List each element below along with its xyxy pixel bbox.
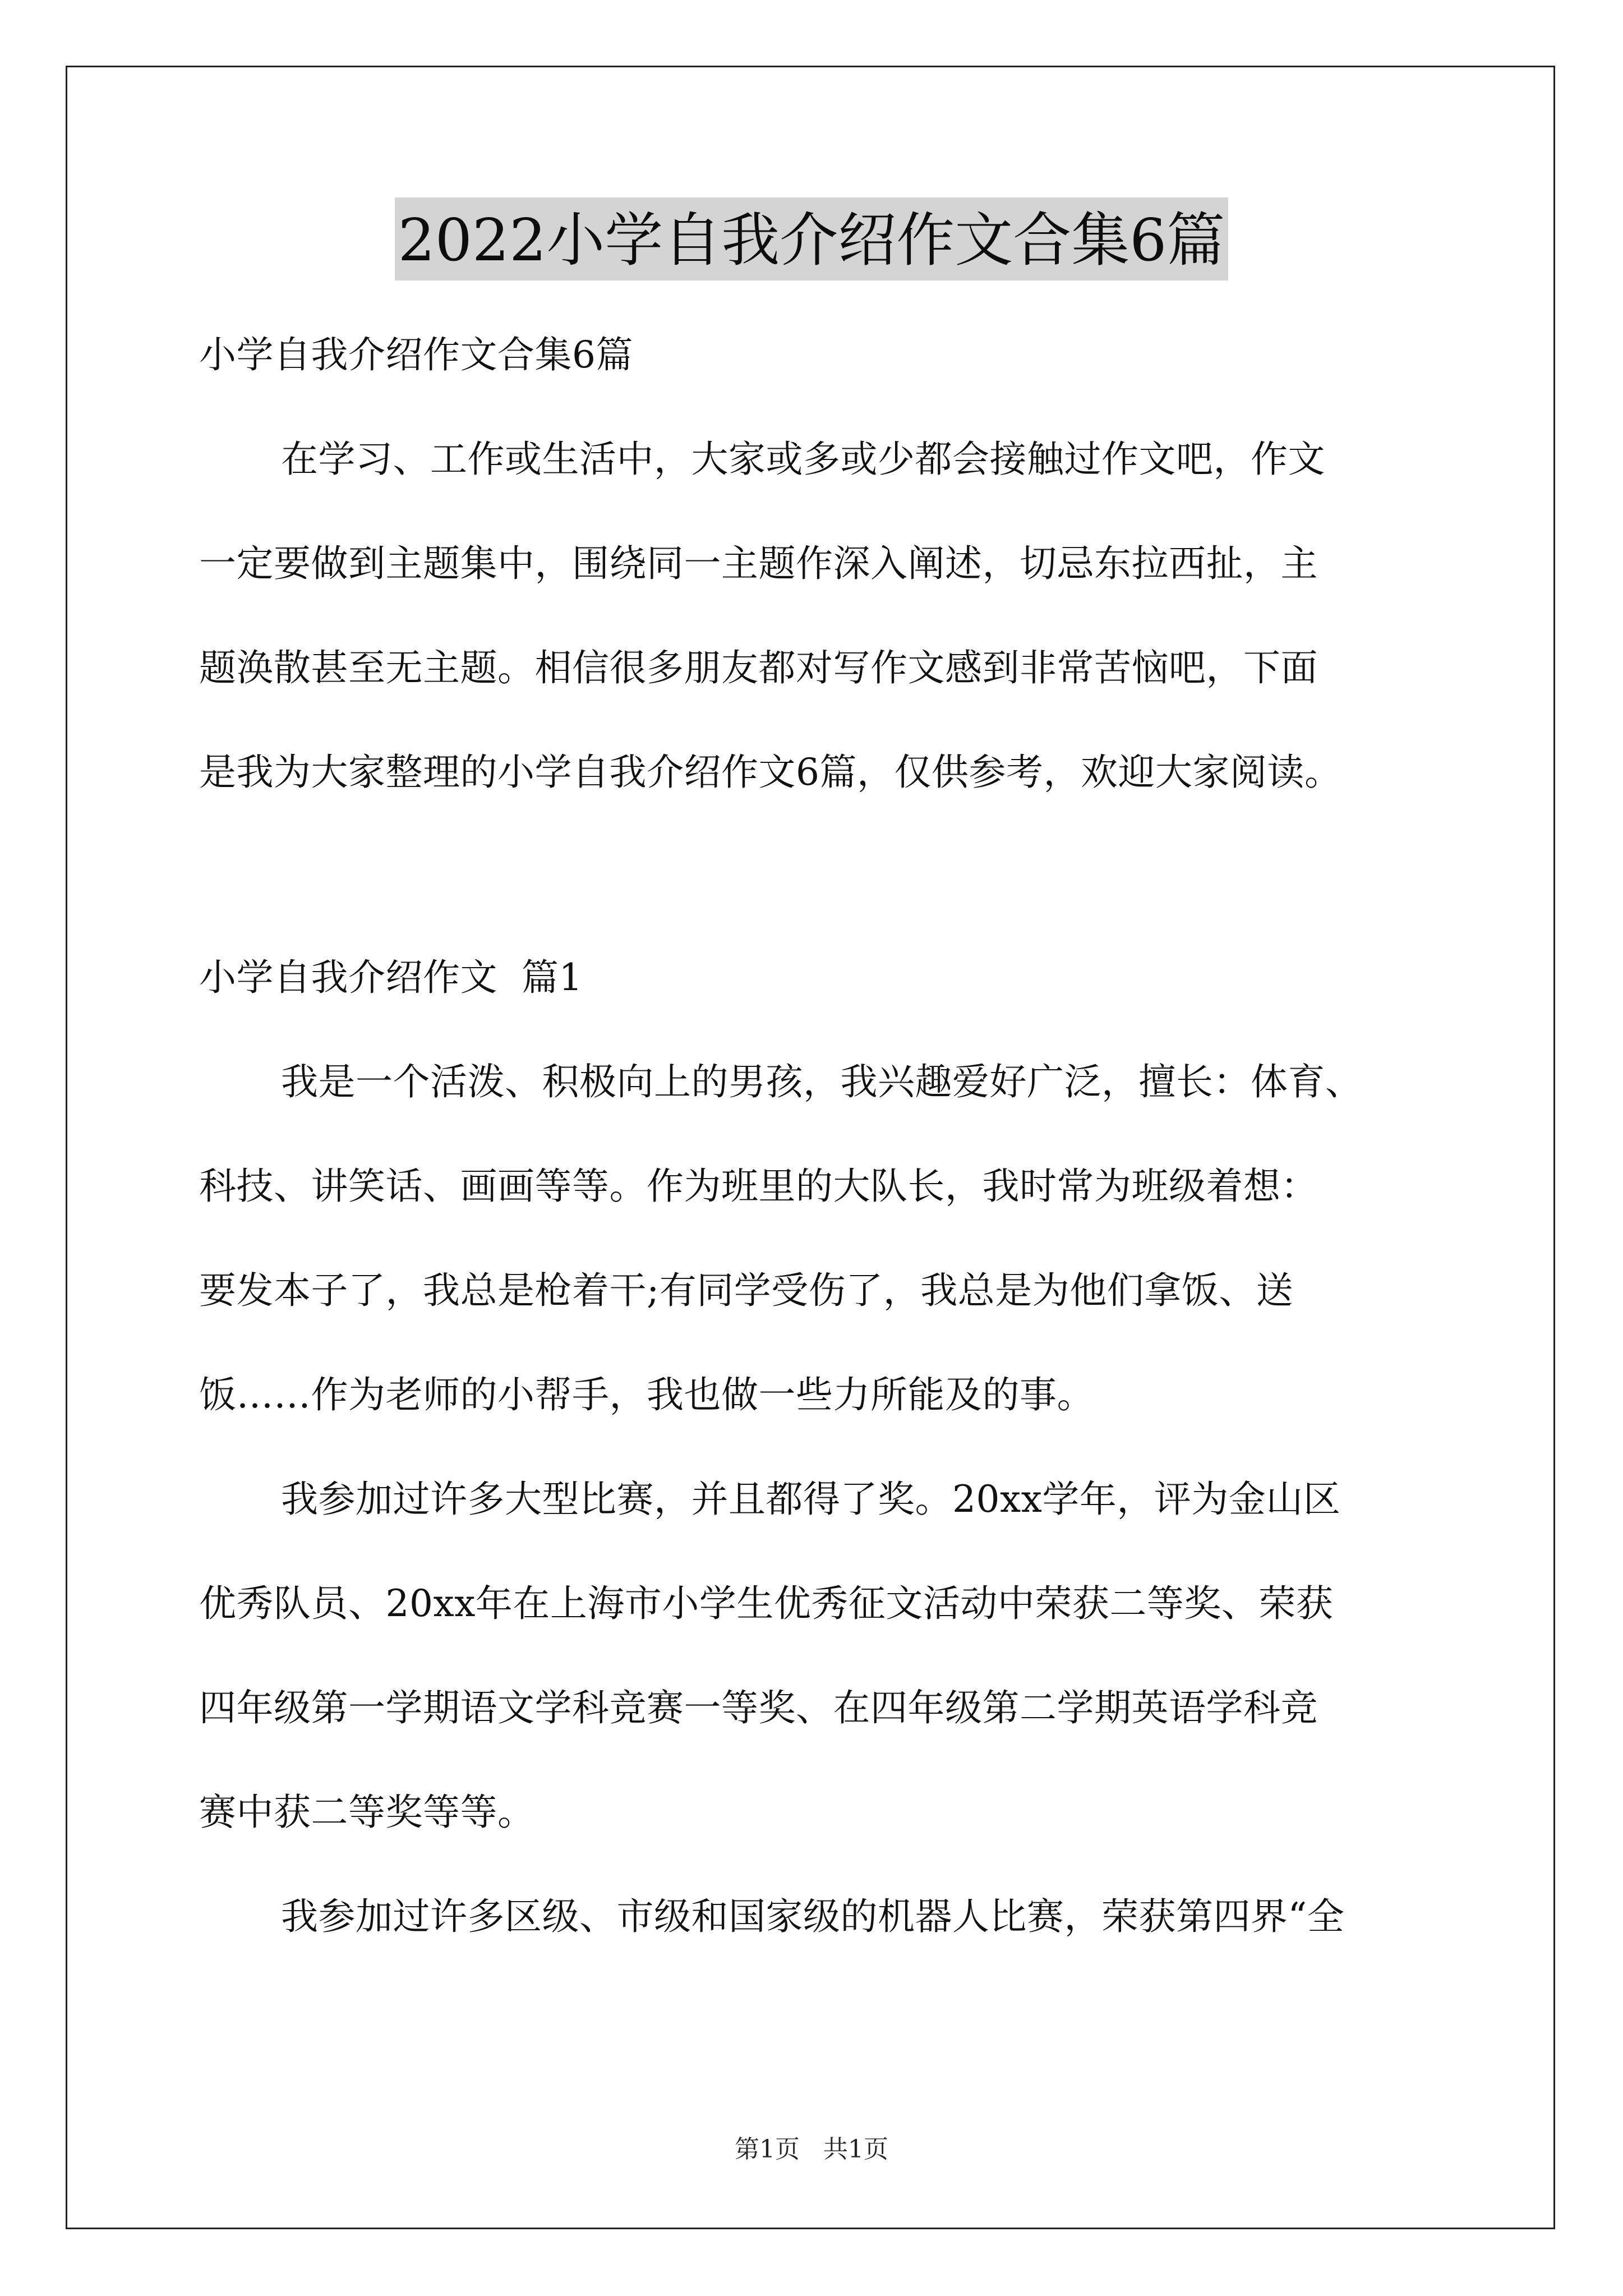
paragraph-line: 要发本子了，我总是枪着干;有同学受伤了，我总是为他们拿饭、送 bbox=[199, 1269, 1294, 1312]
section-heading: 小学自我介绍作文 篇1 bbox=[199, 956, 583, 999]
page-footer bbox=[0, 2134, 1623, 2165]
paragraph-line: 优秀队员、20xx年在上海市小学生优秀征文活动中荣获二等奖、荣获 bbox=[199, 1582, 1334, 1625]
intro-line: 题涣散甚至无主题。相信很多朋友都对写作文感到非常苦恼吧，下面 bbox=[199, 646, 1318, 689]
paragraph-line: 四年级第一学期语文学科竞赛一等奖、在四年级第二学期英语学科竞 bbox=[199, 1686, 1318, 1729]
document-subtitle: 小学自我介绍作文合集6篇 bbox=[199, 333, 633, 376]
page-total: 共1页 bbox=[823, 2135, 888, 2164]
paragraph-line: 我参加过许多区级、市级和国家级的机器人比赛，荣获第四界“全 bbox=[281, 1895, 1345, 1938]
title-container bbox=[0, 197, 1623, 280]
paragraph-line: 我参加过许多大型比赛，并且都得了奖。20xx学年，评为金山区 bbox=[281, 1478, 1341, 1521]
section-spacer bbox=[199, 825, 1427, 926]
paragraph-line: 科技、讲笑话、画画等等。作为班里的大队长，我时常为班级着想： bbox=[199, 1165, 1318, 1208]
document-title: 2022小学自我介绍作文合集6篇 bbox=[395, 197, 1229, 280]
paragraph-line: 饭……作为老师的小帮手，我也做一些力所能及的事。 bbox=[199, 1373, 1094, 1416]
intro-line: 一定要做到主题集中，围绕同一主题作深入阐述，切忌东拉西扯，主 bbox=[199, 542, 1318, 585]
intro-line: 在学习、工作或生活中，大家或多或少都会接触过作文吧，作文 bbox=[281, 438, 1325, 481]
document-body bbox=[199, 303, 1427, 1969]
footer-spacer bbox=[800, 2135, 823, 2164]
paragraph-line: 我是一个活泼、积极向上的男孩，我兴趣爱好广泛，擅长：体育、 bbox=[281, 1060, 1363, 1103]
page-number: 第1页 bbox=[735, 2135, 800, 2164]
paragraph-line: 赛中获二等奖等等。 bbox=[199, 1791, 535, 1834]
intro-line: 是我为大家整理的小学自我介绍作文6篇，仅供参考，欢迎大家阅读。 bbox=[199, 751, 1342, 794]
